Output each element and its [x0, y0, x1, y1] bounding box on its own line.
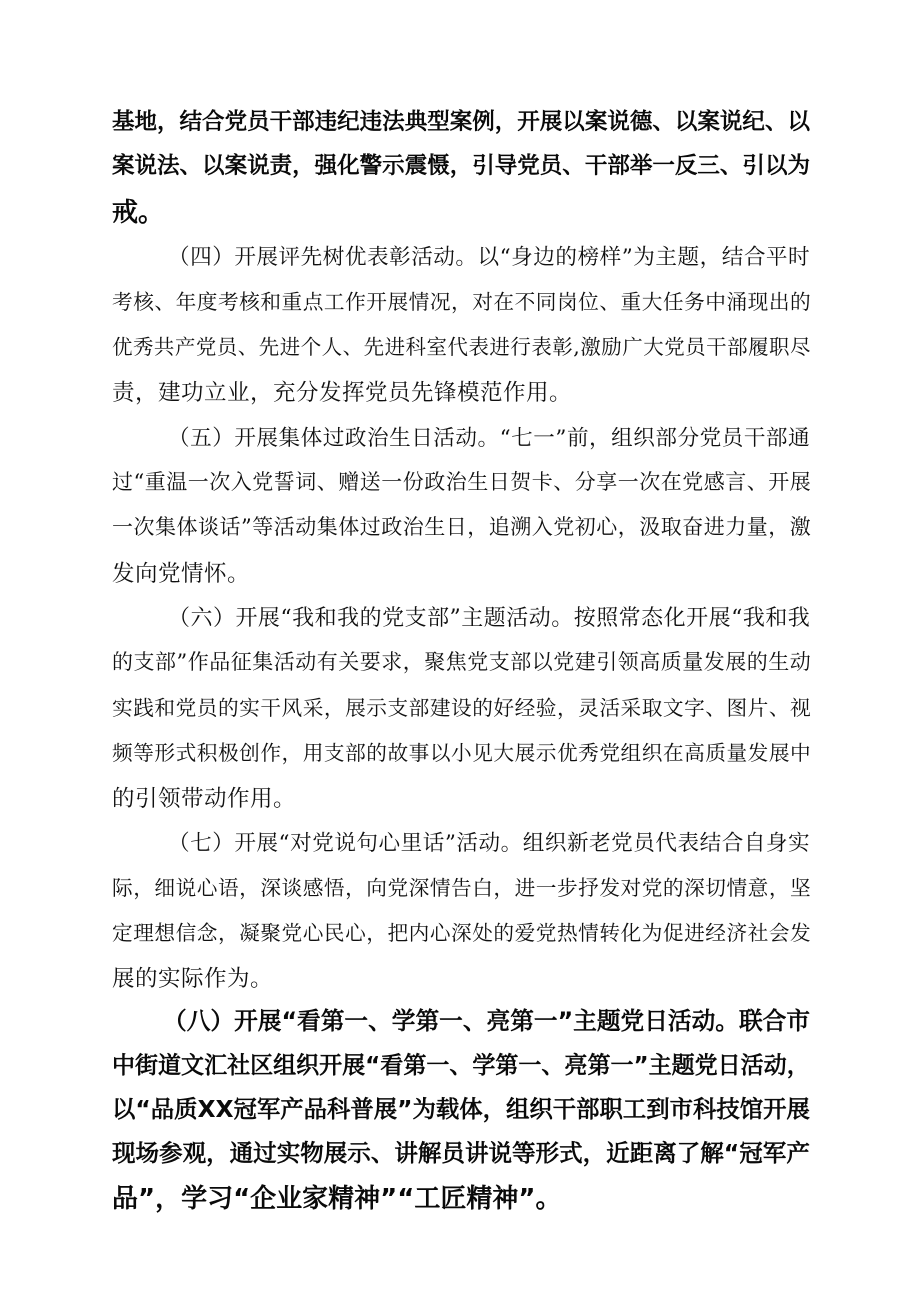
- para5-line-1: （五）开展集体过政治生日活动。“七一”前，组织部分党员干部通: [168, 426, 811, 451]
- top-paragraph-line-1: 基地，结合党员干部违纪违法典型案例，开展以案说德、以案说纪、以: [112, 109, 810, 135]
- para6-line-1: （六）开展“我和我的党支部”主题活动。按照常态化开展“我和我: [168, 606, 811, 631]
- para8-line-5: 品”，学习“企业家精神”“工匠精神”。: [112, 1184, 562, 1214]
- para6-line-3: 实践和党员的实干风采，展示支部建设的好经验，灵活采取文字、图片、视: [112, 696, 812, 720]
- para7-line-2: 际，细说心语，深谈感悟，向党深情告白，进一步抒发对党的深切情意，坚: [112, 876, 812, 900]
- para4-line-2: 考核、年度考核和重点工作开展情况，对在不同岗位、重大任务中涌现出的: [112, 290, 812, 314]
- para7-line-1: （七）开展“对党说句心里话”活动。组织新老党员代表结合自身实: [168, 831, 811, 856]
- para4-line-3: 优秀共产党员、先进个人、先进科室代表进行表彰,激励广大党员干部履职尽: [112, 335, 811, 359]
- para6-line-4: 频等形式积极创作，用支部的故事以小见大展示优秀党组织在高质量发展中: [112, 741, 812, 765]
- para4-line-1: （四）开展评先树优表彰活动。以“身边的榜样”为主题，结合平时: [168, 245, 811, 270]
- para8-line-2: 中街道文汇社区组织开展“看第一、学第一、亮第一”主题党日活动，: [112, 1053, 810, 1079]
- para5-line-4: 发向党情怀。: [112, 561, 251, 587]
- top-paragraph-line-2: 案说法、以案说责，强化警示震慑，引导党员、干部举一反三、引以为: [112, 153, 810, 179]
- para7-line-3: 定理想信念，凝聚党心民心，把内心深处的爱党热情转化为促进经济社会发: [112, 921, 812, 945]
- para8-line-1: （八）开展“看第一、学第一、亮第一”主题党日活动。联合市: [163, 1007, 811, 1035]
- para7-line-4: 展的实际作为。: [112, 966, 274, 992]
- para4-line-4: 责，建功立业，充分发挥党员先锋模范作用。: [112, 380, 573, 406]
- para5-line-3: 一次集体谈话”等活动集体过政治生日，追溯入党初心，汲取奋进力量，激: [112, 515, 812, 539]
- para8-line-3: 以“品质XX冠军产品科普展”为载体，组织干部职工到市科技馆开展: [112, 1095, 810, 1123]
- para6-line-2: 的支部”作品征集活动有关要求，聚焦党支部以党建引领高质量发展的生动: [112, 650, 812, 674]
- para8-line-4: 现场参观，通过实物展示、讲解员讲说等形式，近距离了解“冠军产: [112, 1139, 810, 1167]
- para5-line-2: 过“重温一次入党誓词、赠送一份政治生日贺卡、分享一次在党感言、开展: [112, 470, 812, 494]
- top-paragraph-line-3: 戒。: [112, 198, 165, 228]
- para6-line-5: 的引领带动作用。: [112, 786, 297, 812]
